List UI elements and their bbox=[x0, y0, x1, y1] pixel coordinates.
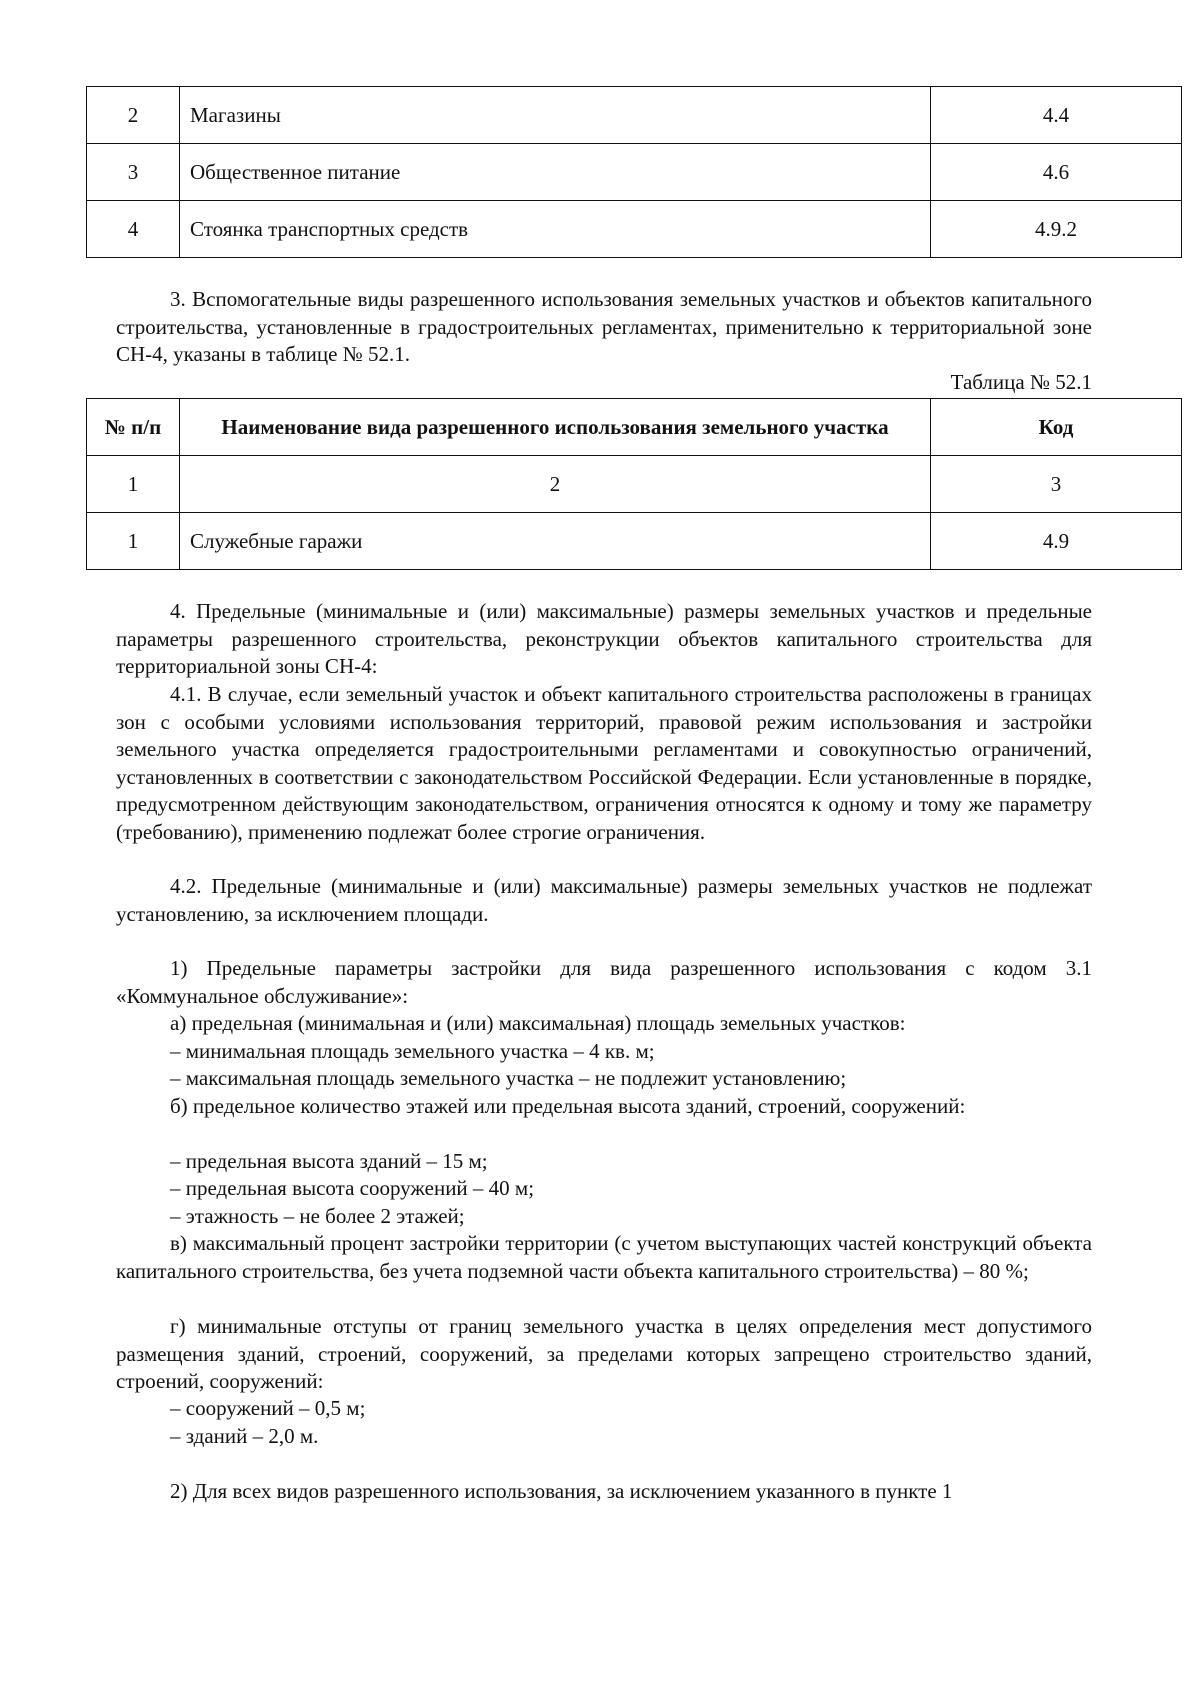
item-1-a2: – максимальная площадь земельного участка – не подлежит установлению; bbox=[170, 1066, 847, 1090]
use-name: Магазины bbox=[180, 87, 931, 144]
use-code: 4.4 bbox=[931, 87, 1182, 144]
item-1-g2: – зданий – 2,0 м. bbox=[170, 1424, 319, 1448]
item-1-title: 1) Предельные параметры застройки для вида разрешенного использования с кодом 3.1 «Коммунальное обслуживание»: bbox=[116, 956, 1092, 1008]
table-caption: Таблица № 52.1 bbox=[950, 370, 1092, 394]
use-name: Общественное питание bbox=[180, 144, 931, 201]
item-1-b3: – этажность – не более 2 этажей; bbox=[170, 1204, 465, 1228]
use-code: 4.9 bbox=[931, 513, 1182, 570]
index-cell-3: 3 bbox=[931, 456, 1182, 513]
row-number: 4 bbox=[87, 201, 180, 258]
item-1-a: а) предельная (минимальная и (или) максимальная) площадь земельных участков: bbox=[170, 1011, 906, 1035]
section-4-intro: 4. Предельные (минимальные и (или) максимальные) размеры земельных участков и предельные параметры разрешенного строительства, реконструкции объектов капитального строительства для территориальной зоны СН-4: bbox=[116, 599, 1092, 678]
header-name: Наименование вида разрешенного использования земельного участка bbox=[180, 399, 931, 456]
item-1-g1: – сооружений – 0,5 м; bbox=[170, 1396, 366, 1420]
index-cell-1: 1 bbox=[87, 456, 180, 513]
section-4-1: 4.1. В случае, если земельный участок и объект капитального строительства расположены в границах зон с особыми условиями использования территорий, правовой режим использования и застройки земельного участка определяется градостроительными регламентами и совокупностью ограничений, установленных в соответствии с законодательством Российской Федерации. Если установленные в порядке, предусмотренном действующим законодательством, ограничения относятся к одному и тому же параметру (требованию), применению подлежат более строгие ограничения. bbox=[116, 682, 1092, 844]
item-1-a1: – минимальная площадь земельного участка – 4 кв. м; bbox=[170, 1039, 655, 1063]
use-code: 4.6 bbox=[931, 144, 1182, 201]
item-1-v: в) максимальный процент застройки территории (с учетом выступающих частей конструкций объекта капитального строительства, без учета подземной части объекта капитального строительства) – 80 %; bbox=[116, 1231, 1092, 1283]
header-code: Код bbox=[931, 399, 1182, 456]
item-2-title: 2) Для всех видов разрешенного использования, за исключением указанного в пункте 1 bbox=[170, 1479, 953, 1503]
use-name: Стоянка транспортных средств bbox=[180, 201, 931, 258]
table-52-1 bbox=[86, 398, 1182, 570]
table-row bbox=[87, 201, 1182, 258]
row-number: 2 bbox=[87, 87, 180, 144]
use-code: 4.9.2 bbox=[931, 201, 1182, 258]
table-header-row bbox=[87, 399, 1182, 456]
table-main-uses-continuation bbox=[86, 86, 1182, 258]
use-name: Служебные гаражи bbox=[180, 513, 931, 570]
table-row bbox=[87, 144, 1182, 201]
index-cell-2: 2 bbox=[180, 456, 931, 513]
item-1-g: г) минимальные отступы от границ земельного участка в целях определения мест допустимого размещения зданий, строений, сооружений, за пределами которых запрещено строительство зданий, строений, сооружений: bbox=[116, 1314, 1092, 1393]
item-1-b2: – предельная высота сооружений – 40 м; bbox=[170, 1176, 535, 1200]
item-1-b: б) предельное количество этажей или предельная высота зданий, строений, сооружений: bbox=[170, 1094, 966, 1118]
section-4-2: 4.2. Предельные (минимальные и (или) максимальные) размеры земельных участков не подлежат установлению, за исключением площади. bbox=[116, 874, 1092, 926]
table-index-row bbox=[87, 456, 1182, 513]
row-number: 3 bbox=[87, 144, 180, 201]
item-1-b1: – предельная высота зданий – 15 м; bbox=[170, 1149, 488, 1173]
section-3-paragraph: 3. Вспомогательные виды разрешенного использования земельных участков и объектов капитального строительства, установленные в градостроительных регламентах, применительно к территориальной зоне СН-4, указаны в таблице № 52.1. bbox=[116, 287, 1092, 366]
header-number: № п/п bbox=[87, 399, 180, 456]
table-row bbox=[87, 513, 1182, 570]
table-row bbox=[87, 87, 1182, 144]
row-number: 1 bbox=[87, 513, 180, 570]
